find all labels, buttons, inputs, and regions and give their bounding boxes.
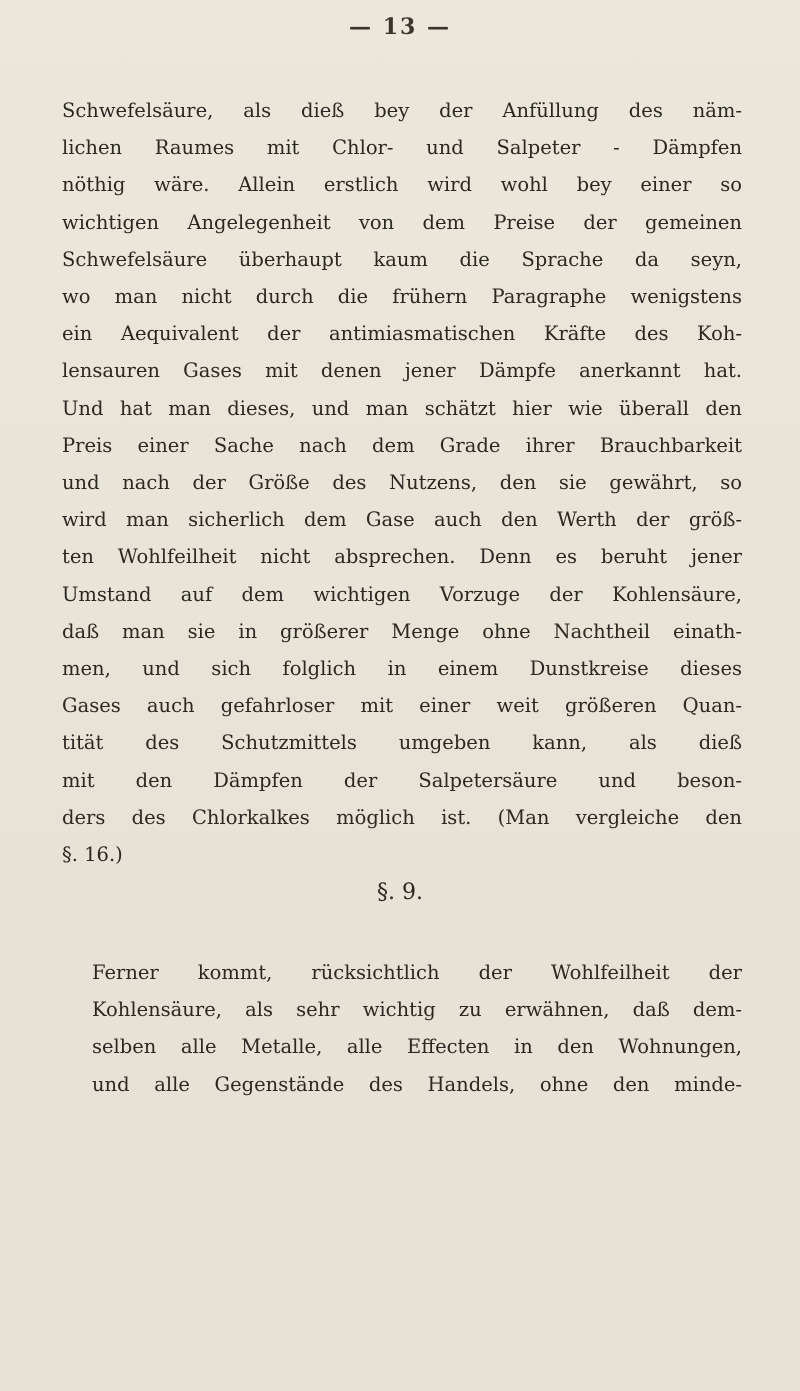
page-number: — 13 — (349, 14, 451, 40)
text-line: lichen Raumes mit Chlor- und Salpeter - Dämpfen (62, 136, 742, 160)
paragraph-section-9 (62, 954, 742, 1103)
text-line: tität des Schutzmittels umgeben kann, als dieß (62, 731, 742, 755)
text-line: Umstand auf dem wichtigen Vorzuge der Kohlensäure, (62, 582, 742, 606)
text-line: Ferner kommt, rücksichtlich der Wohlfeilheit der (92, 961, 742, 984)
text-line: und nach der Größe des Nutzens, den sie gewährt, so (62, 471, 742, 495)
text-line: nöthig wäre. Allein erstlich wird wohl bey einer so (62, 173, 742, 197)
text-line: wird man sicherlich dem Gase auch den Werth der größ- (62, 508, 742, 532)
text-line: Und hat man dieses, und man schätzt hier wie überall den (62, 396, 742, 420)
paragraph-continued (62, 92, 742, 873)
text-line: Schwefelsäure überhaupt kaum die Sprache da seyn, (62, 247, 742, 271)
section-heading: §. 9. (377, 880, 423, 905)
text-line: wichtigen Angelegenheit von dem Preise der gemeinen (62, 210, 742, 234)
text-line: Gases auch gefahrloser mit einer weit größeren Quan- (62, 694, 742, 718)
text-line: Preis einer Sache nach dem Grade ihrer Brauchbarkeit (62, 433, 742, 457)
text-line: selben alle Metalle, alle Effecten in den Wohnungen, (92, 1035, 742, 1059)
text-line: men, und sich folglich in einem Dunstkreise dieses (62, 657, 742, 681)
text-line: und alle Gegenstände des Handels, ohne den minde- (92, 1072, 742, 1096)
text-line: daß man sie in größerer Menge ohne Nachtheil einath- (62, 619, 742, 643)
text-line: Kohlensäure, als sehr wichtig zu erwähnen, daß dem- (92, 998, 742, 1022)
text-line: lensauren Gases mit denen jener Dämpfe anerkannt hat. (62, 359, 742, 383)
text-line: Schwefelsäure, als dieß bey der Anfüllung des näm- (62, 99, 742, 122)
text-line: §. 16.) (62, 843, 123, 867)
text-line: ders des Chlorkalkes möglich ist. (Man vergleiche den (62, 805, 742, 829)
text-line: wo man nicht durch die frühern Paragraphe wenigstens (62, 285, 742, 309)
text-line: ein Aequivalent der antimiasmatischen Kräfte des Koh- (62, 322, 742, 346)
text-line: ten Wohlfeilheit nicht absprechen. Denn es beruht jener (62, 545, 742, 569)
text-line: mit den Dämpfen der Salpetersäure und beson- (62, 768, 742, 792)
